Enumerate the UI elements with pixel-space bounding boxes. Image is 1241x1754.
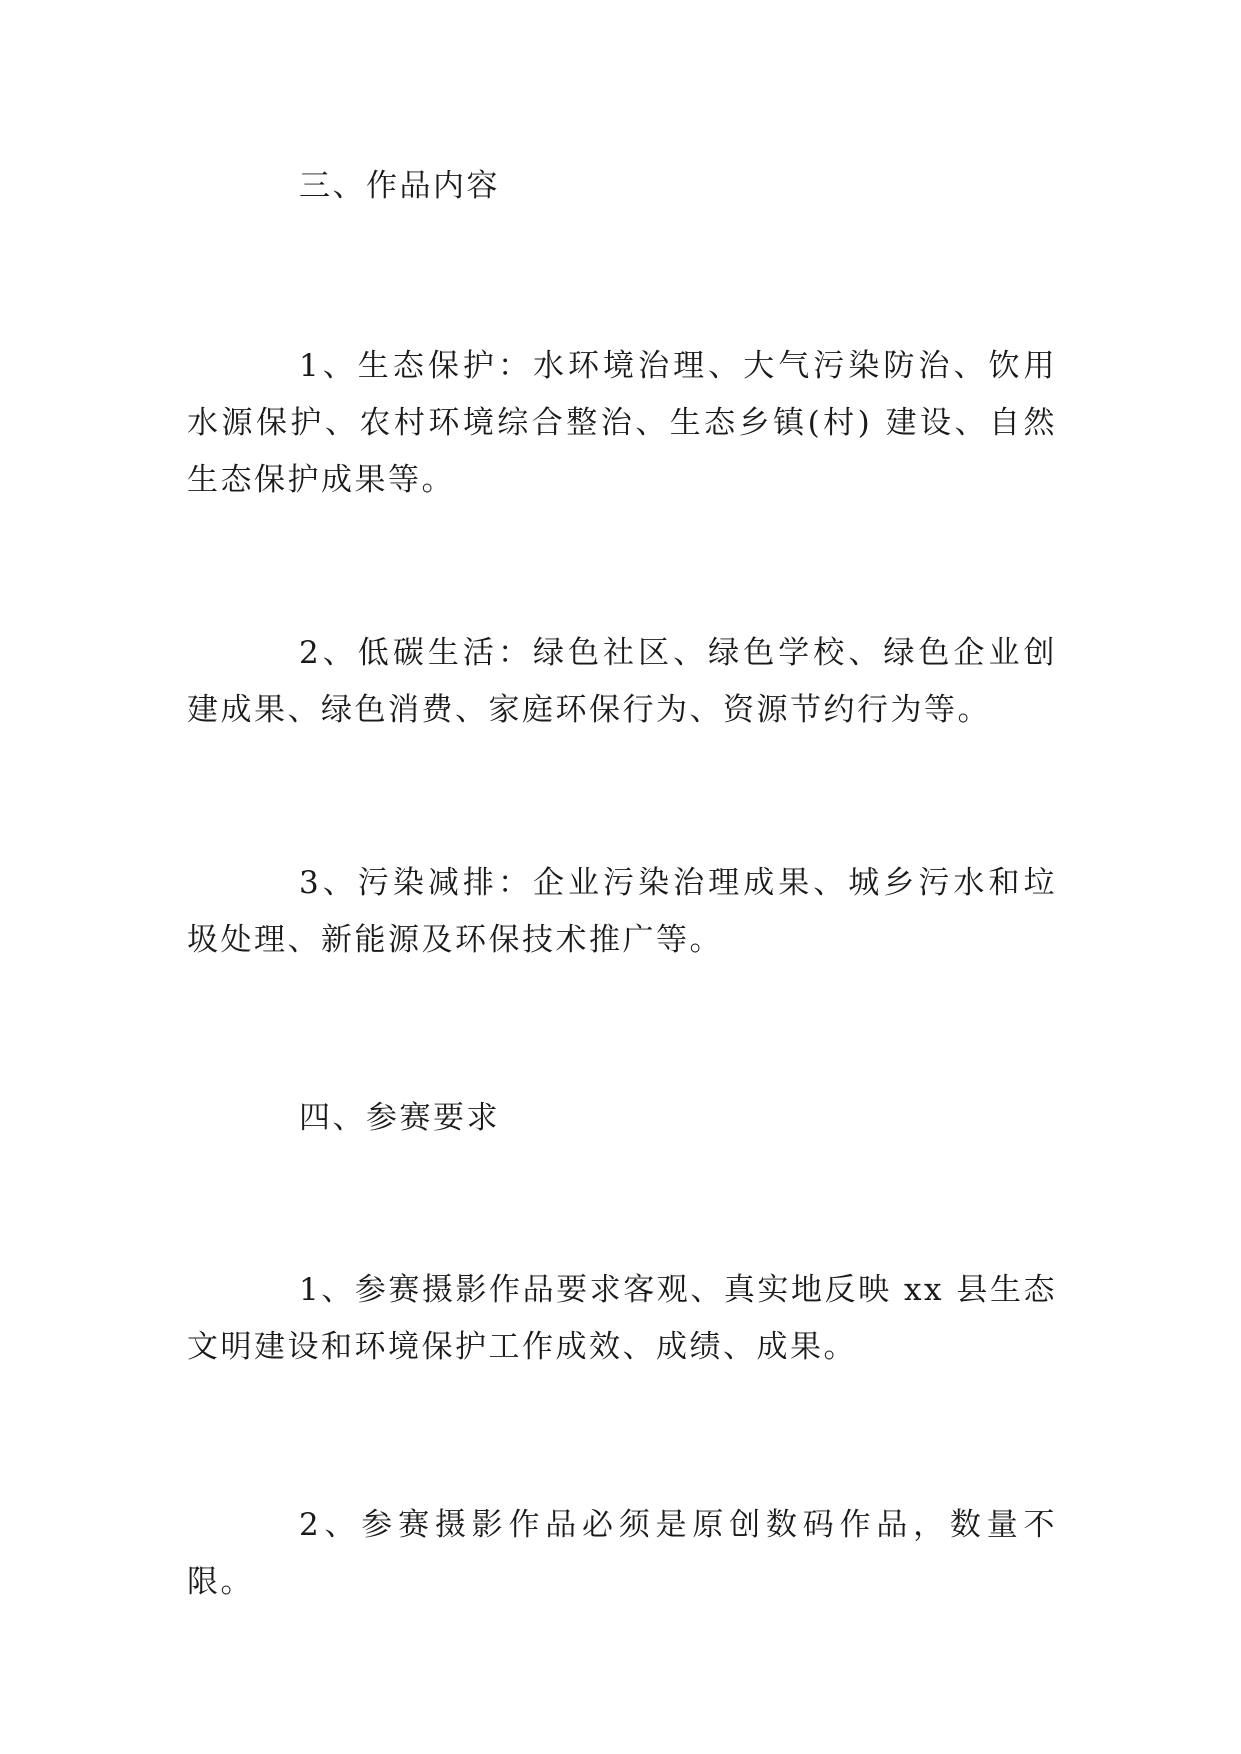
paragraph-ecological-protection: 1、生态保护：水环境治理、大气污染防治、饮用水源保护、农村环境综合整治、生态乡镇(村) 建设、自然生态保护成果等。 — [187, 348, 1057, 498]
section-heading-content: 三、作品内容 — [299, 168, 500, 204]
paragraph-low-carbon-life: 2、低碳生活：绿色社区、绿色学校、绿色企业创建成果、绿色消费、家庭环保行为、资源节约行为等。 — [187, 635, 1057, 728]
paragraph-requirement-original: 2、参赛摄影作品必须是原创数码作品，数量不限。 — [187, 1507, 1057, 1600]
paragraph-requirement-objective: 1、参赛摄影作品要求客观、真实地反映 xx 县生态文明建设和环境保护工作成效、成绩、成果。 — [187, 1272, 1057, 1365]
section-heading-requirements: 四、参赛要求 — [299, 1100, 500, 1136]
paragraph-pollution-reduction: 3、污染减排：企业污染治理成果、城乡污水和垃圾处理、新能源及环保技术推广等。 — [187, 865, 1057, 958]
